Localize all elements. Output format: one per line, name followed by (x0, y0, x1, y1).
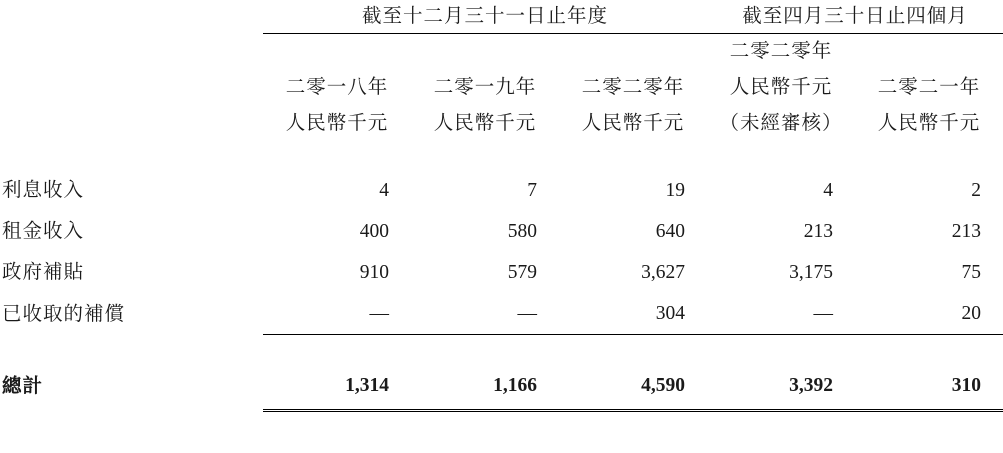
column-header-blank (0, 34, 263, 143)
cell-compensation-received-2020-interim: — (707, 293, 855, 335)
column-header-2020-interim-note: （未經審核） (719, 113, 843, 134)
cell-compensation-received-2019: — (411, 293, 559, 335)
column-header-2019 (411, 34, 559, 143)
row-label-compensation-received: 已收取的補償 (2, 303, 126, 325)
row-label-rental-income: 租金收入 (2, 221, 85, 242)
column-header-2020-interim-unit: 人民幣千元 (729, 77, 833, 98)
cell-total-2018: 1,314 (263, 363, 411, 411)
cell-interest-income-2019: 7 (527, 180, 537, 201)
row-label-interest-income: 利息收入 (2, 180, 85, 201)
column-header-2018 (263, 34, 411, 143)
group-header-annual: 截至十二月三十一日止年度 (263, 0, 707, 34)
cell-total-2019: 1,166 (411, 363, 559, 411)
column-header-2018-year: 二零一八年 (285, 77, 389, 98)
row-label-total: 總計 (2, 376, 44, 397)
cell-rental-income-2019: 580 (507, 221, 537, 242)
table-row (0, 293, 1003, 335)
cell-interest-income-2020: 19 (665, 180, 686, 201)
column-header-2019-unit: 人民幣千元 (433, 113, 537, 134)
column-header-2020-unit: 人民幣千元 (581, 113, 685, 134)
column-header-2020 (559, 34, 707, 143)
cell-government-grants-2021-interim: 75 (961, 262, 982, 283)
cell-compensation-received-2018: — (263, 293, 411, 335)
cell-rental-income-2021-interim: 213 (951, 221, 982, 242)
table-row (0, 211, 1003, 252)
column-header-row (0, 34, 1003, 143)
column-header-2021-interim-year: 二零二一年 (877, 77, 981, 98)
cell-government-grants-2020-interim: 3,175 (789, 262, 834, 283)
column-header-2021-interim (855, 34, 1003, 143)
cell-total-2020: 4,590 (559, 363, 707, 411)
column-header-2019-year: 二零一九年 (433, 77, 537, 98)
cell-interest-income-2020-interim: 4 (823, 180, 834, 201)
cell-interest-income-2018: 4 (379, 180, 389, 201)
column-header-2020-interim (707, 34, 855, 143)
column-header-2018-unit: 人民幣千元 (285, 113, 389, 134)
cell-government-grants-2020: 3,627 (641, 262, 686, 283)
cell-government-grants-2018: 910 (359, 262, 389, 283)
cell-compensation-received-2021-interim: 20 (855, 293, 1003, 335)
column-header-2020-year: 二零二零年 (581, 77, 685, 98)
cell-rental-income-2020: 640 (655, 221, 686, 242)
cell-interest-income-2021-interim: 2 (971, 180, 982, 201)
column-header-2020-interim-year: 二零二零年 (729, 41, 833, 62)
cell-rental-income-2020-interim: 213 (803, 221, 834, 242)
header-body-spacer (0, 142, 1003, 170)
cell-total-2021-interim: 310 (855, 363, 1003, 411)
table-row (0, 170, 1003, 211)
cell-compensation-received-2020: 304 (559, 293, 707, 335)
cell-rental-income-2018: 400 (359, 221, 389, 242)
table-row (0, 252, 1003, 293)
cell-total-2020-interim: 3,392 (707, 363, 855, 411)
cell-government-grants-2019: 579 (507, 262, 537, 283)
column-header-2021-interim-unit: 人民幣千元 (877, 113, 981, 134)
group-header-blank (0, 0, 263, 34)
row-label-government-grants: 政府補貼 (2, 262, 85, 283)
total-row (0, 363, 1003, 411)
total-spacer (0, 335, 1003, 363)
group-header-row (0, 0, 1003, 34)
group-header-four-months: 截至四月三十日止四個月 (707, 0, 1003, 34)
